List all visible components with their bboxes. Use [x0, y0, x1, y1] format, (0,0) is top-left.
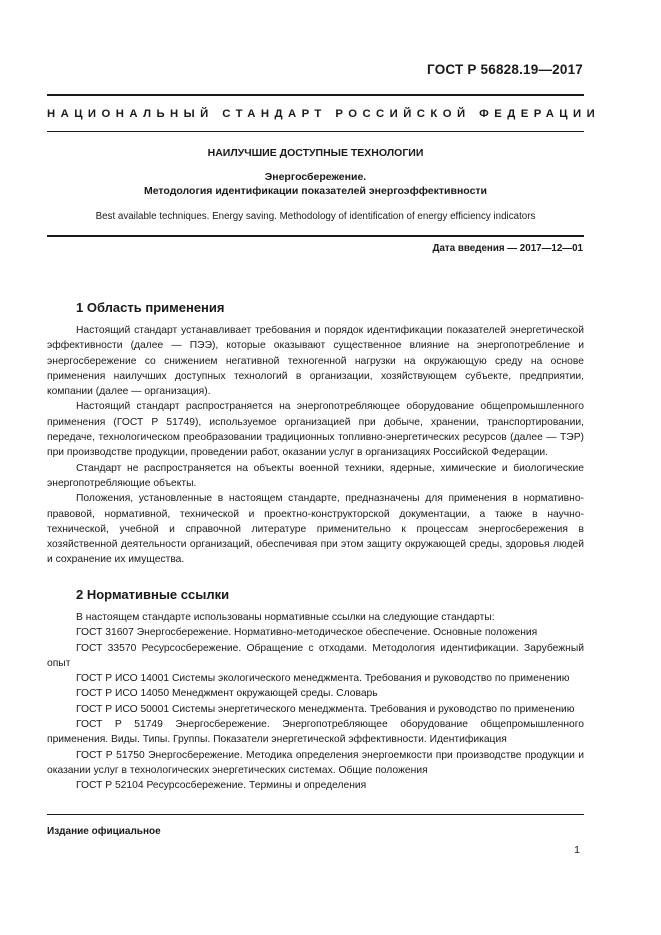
document-subtitle-2: Методология идентификации показателей энергоэффективности	[143, 185, 488, 197]
section-2-body	[47, 610, 584, 794]
section-1-heading: 1 Область применения	[76, 300, 225, 315]
section-2-heading: 2 Нормативные ссылки	[76, 587, 230, 602]
document-title: НАИЛУЧШИЕ ДОСТУПНЫЕ ТЕХНОЛОГИИ	[207, 147, 424, 159]
reference-intro: В настоящем стандарте использованы нормативные ссылки на следующие стандарты:	[76, 612, 495, 623]
section-1-paragraph: Настоящий стандарт распространяется на энергопотребляющее оборудование общепромышленного применения (ГОСТ Р 51749), используемое организацией при добыче, хранении, транспортировании, передаче, технологическом преобразовании традиционных топливно-энергетических ресурсов (далее — ТЭР) при производстве продукции, проведении работ, оказании услуг в организациях Российской Федерации.	[47, 401, 584, 459]
title-rule	[47, 235, 584, 237]
page-number: 1	[574, 844, 580, 856]
document-subtitle-1: Энергосбережение.	[264, 171, 367, 183]
reference-item: ГОСТ Р 51750 Энергосбережение. Методика определения энергоемкости при производстве продукции и оказании услуг в технологических энергетических системах. Общие положения	[47, 749, 584, 776]
reference-item: ГОСТ Р ИСО 14050 Менеджмент окружающей среды. Словарь	[76, 688, 378, 700]
official-edition-label: Издание официальное	[47, 826, 161, 837]
footer-rule	[47, 814, 584, 815]
section-1-paragraph: Настоящий стандарт устанавливает требования и порядок идентификации показателей энергетической эффективности (далее — ПЭЭ), которые оказывают существенное влияние на энергопотребление и энергосбережение со снижением негативной техногенной нагрузки на окружающую среду на основе применения наилучших доступных технологий в организации, хозяйствующем субъекте, предприятии, компании (далее — организация).	[47, 325, 584, 398]
reference-item: ГОСТ 31607 Энергосбережение. Нормативно-методическое обеспечение. Основные положения	[76, 627, 538, 639]
introduction-date: Дата введения — 2017—12—01	[432, 243, 583, 254]
reference-item: ГОСТ Р 52104 Ресурсосбережение. Термины и определения	[76, 780, 367, 792]
top-rule	[47, 94, 584, 96]
english-title: Best available techniques. Energy saving. Methodology of identification of energy efficiency indicators	[95, 211, 536, 222]
standard-banner: НАЦИОНАЛЬНЫЙ СТАНДАРТ РОССИЙСКОЙ ФЕДЕРАЦИИ	[47, 108, 601, 120]
section-1-body	[47, 323, 584, 568]
reference-item: ГОСТ Р 51749 Энергосбережение. Энергопотребляющее оборудование общепромышленного применения. Виды. Типы. Группы. Показатели энергетической эффективности. Идентификация	[47, 719, 584, 746]
reference-item: ГОСТ Р ИСО 14001 Системы экологического менеджмента. Требования и руководство по применению	[76, 673, 570, 685]
reference-item: ГОСТ Р ИСО 50001 Системы энергетического менеджмента. Требования и руководство по применению	[76, 703, 575, 715]
standard-code: ГОСТ Р 56828.19—2017	[427, 62, 583, 77]
section-1-paragraph: Стандарт не распространяется на объекты военной техники, ядерные, химические и биологические энергопотребляющие объекты.	[47, 462, 584, 489]
reference-item: ГОСТ 33570 Ресурсосбережение. Обращение с отходами. Методология идентификации. Зарубежный опыт	[47, 642, 584, 669]
banner-rule	[47, 131, 584, 132]
section-1-paragraph: Положения, установленные в настоящем стандарте, предназначены для применения в нормативно-правовой, нормативной, технической и проектно-конструкторской документации, а также в научно-технической, учебной и справочной литературе применительно к процессам энергосбережения в хозяйственной деятельности организаций, обеспечивая при этом защиту окружающей среды, здоровья людей и сохранение их имущества.	[47, 493, 584, 566]
